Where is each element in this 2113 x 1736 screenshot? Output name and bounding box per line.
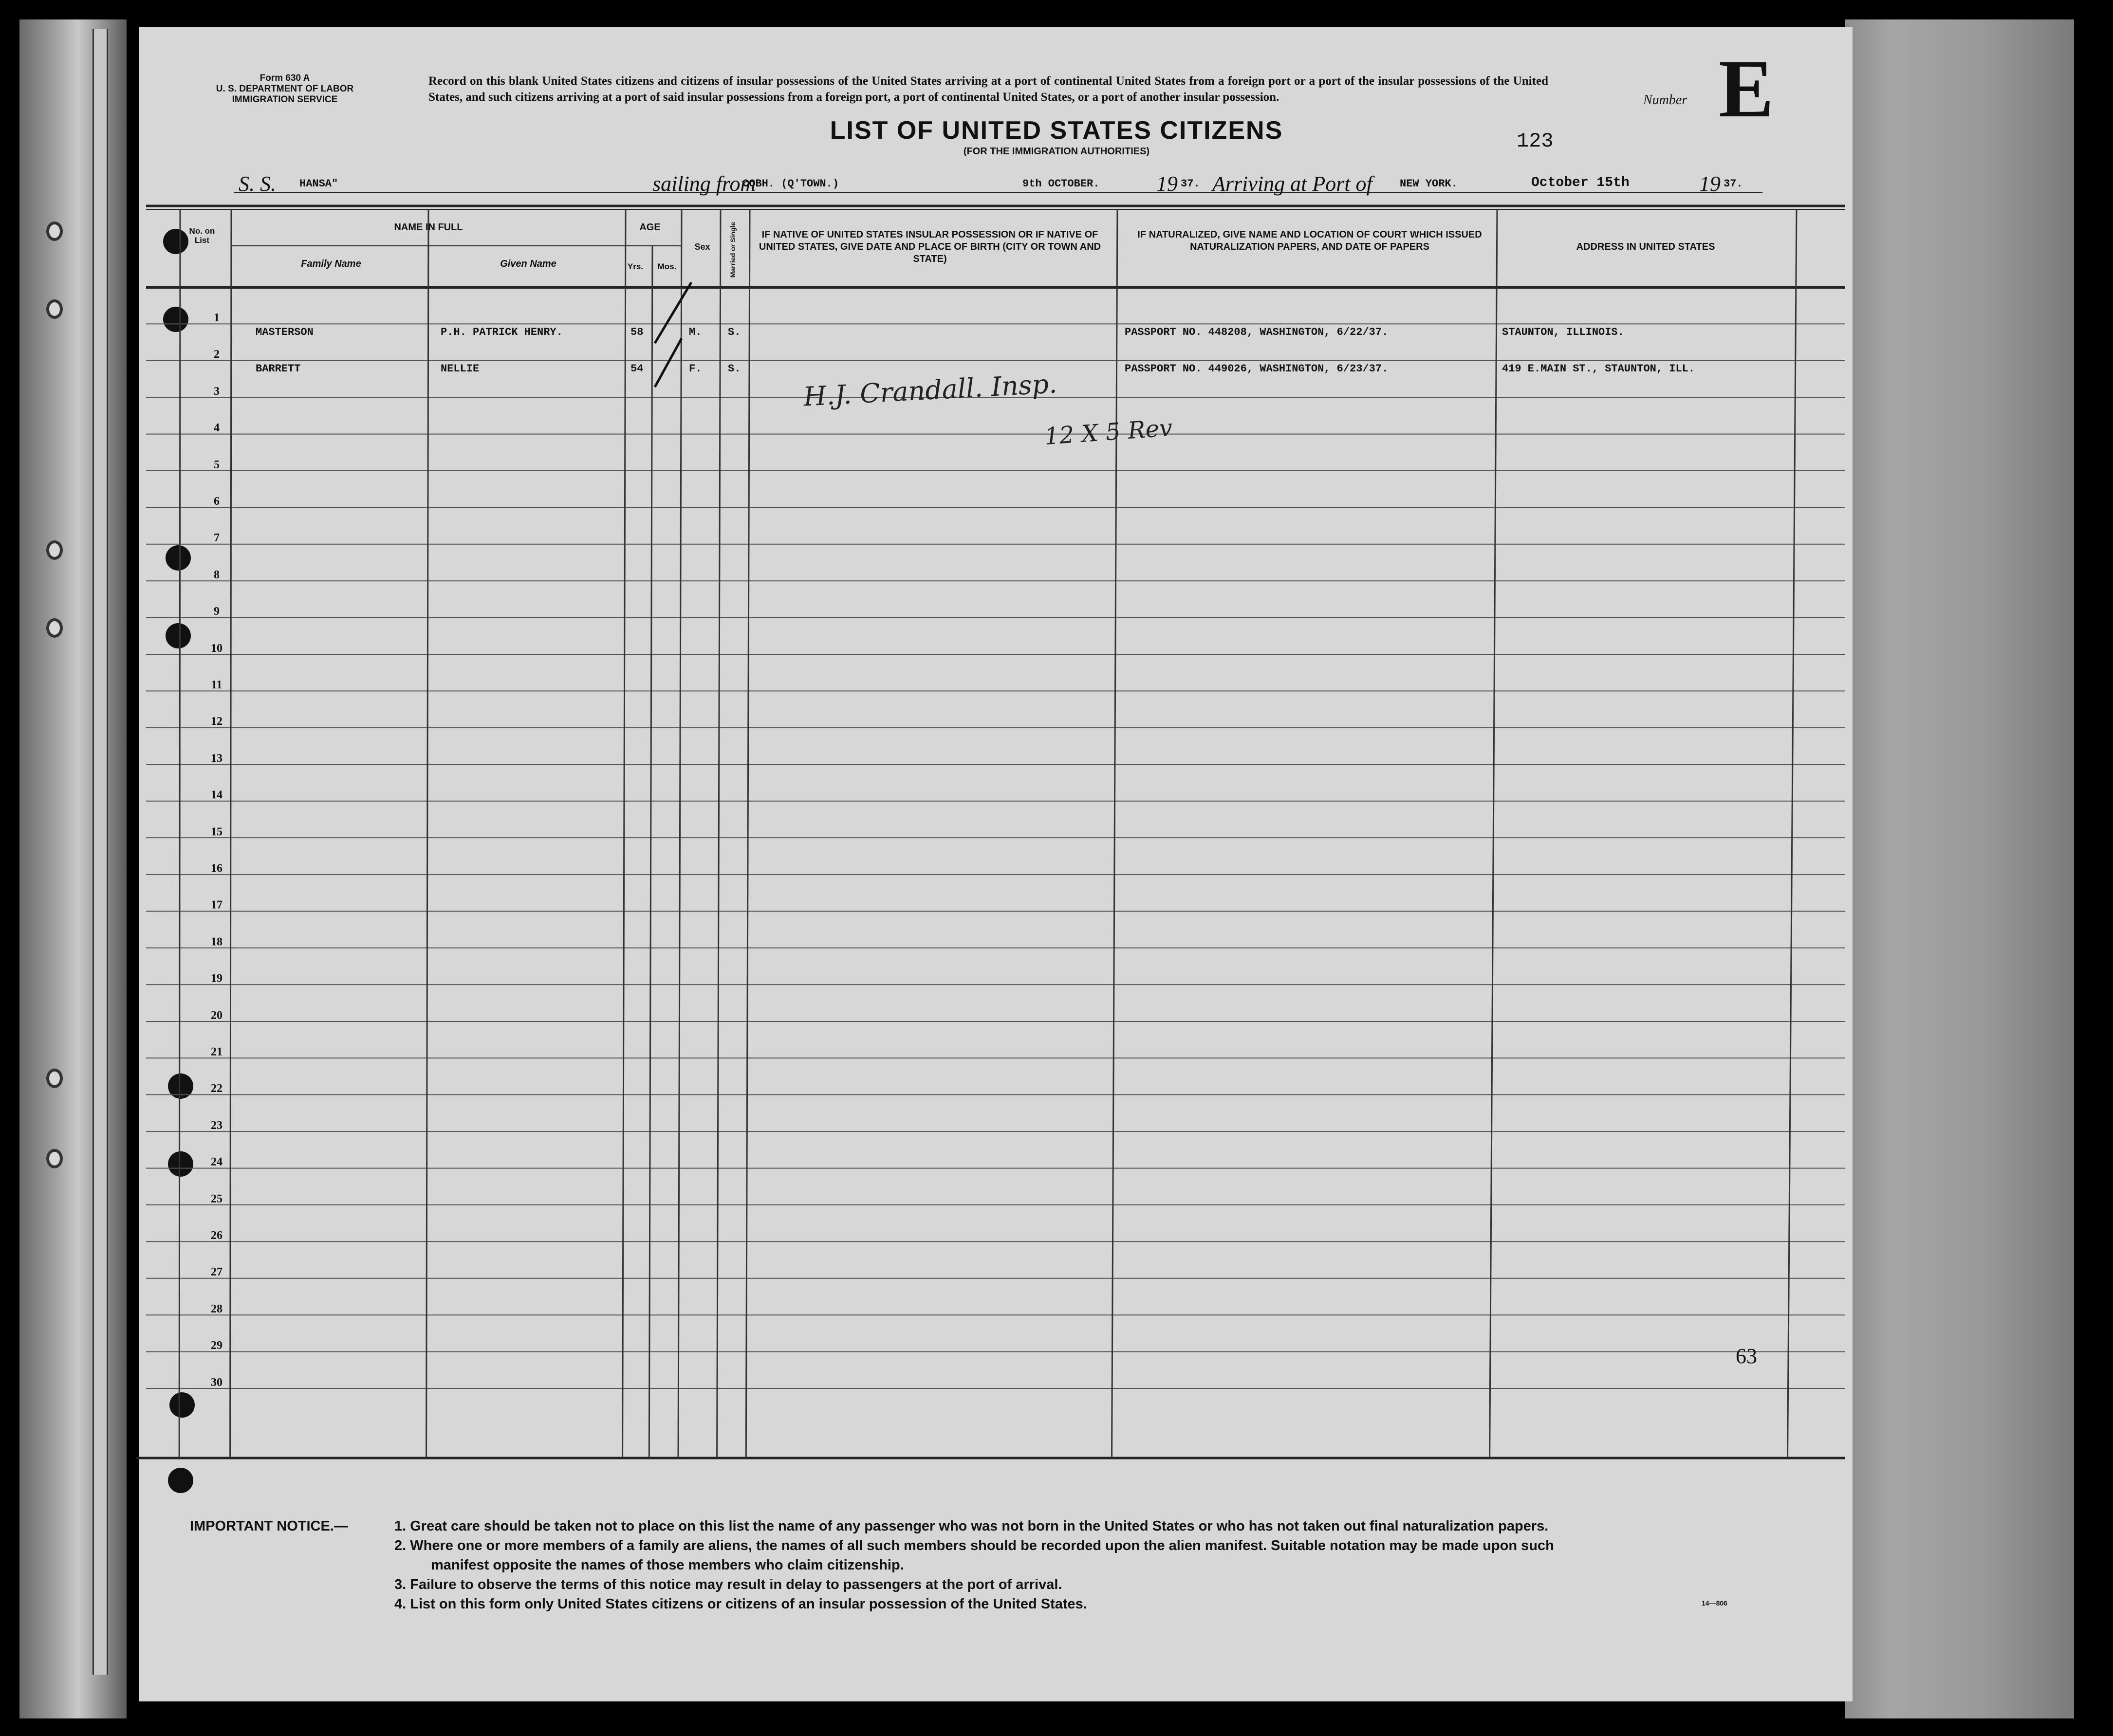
notice-heading: IMPORTANT NOTICE.— [190, 1518, 348, 1534]
header-family-name: Family Name [301, 259, 361, 269]
passenger-family-name: BARRETT [256, 363, 301, 375]
notice-item-4: 4. List on this form only United States citizens or citizens of an insular possession of the United States. [394, 1596, 1087, 1612]
row-number: 1 [214, 312, 220, 324]
row-number: 3 [214, 385, 220, 398]
header-no-on-list: No. on List [189, 226, 215, 245]
passenger-given-name: P.H. PATRICK HENRY. [441, 326, 563, 338]
header-age: AGE [639, 222, 661, 233]
row-number: 22 [211, 1082, 222, 1095]
row-number: 13 [211, 752, 222, 765]
row-number: 7 [214, 532, 220, 545]
passenger-marital-status: S. [728, 326, 741, 338]
arriving-label: Arriving at Port of [1212, 172, 1372, 196]
record-instructions: Record on this blank United States citizens and citizens of insular possessions of the United States arriving at a port of continental United States from a foreign port or a port of the insular possessions of the United States, and such citizens arriving at a port of said insular possessions from a foreign port, a port of continental United States, or a port of another insular possession. [428, 74, 1548, 104]
year-2: 37. [1724, 178, 1743, 190]
notice-item-2: 2. Where one or more members of a family are aliens, the names of all such members should be recorded upon the alien manifest. Suitable notation may be made upon such [394, 1538, 1554, 1553]
passenger-family-name: MASTERSON [256, 326, 314, 338]
row-number: 28 [211, 1302, 222, 1315]
header-given-name: Given Name [500, 259, 556, 269]
department: U. S. DEPARTMENT OF LABOR [216, 84, 354, 94]
page-title: LIST OF UNITED STATES CITIZENS [830, 116, 1283, 145]
number-value: E [1719, 43, 1774, 134]
ship-name: HANSA" [299, 178, 338, 190]
header-sex: Sex [694, 242, 710, 252]
inspector-signature: H.J. Crandall. Insp. [802, 368, 1058, 412]
date-from: 9th OCTOBER. [1022, 178, 1100, 190]
page-number: 63 [1736, 1344, 1757, 1368]
year-1: 37. [1181, 178, 1200, 190]
port-to: NEW YORK. [1400, 178, 1458, 190]
row-number: 18 [211, 935, 222, 948]
passenger-given-name: NELLIE [441, 363, 480, 375]
row-number: 20 [211, 1009, 222, 1022]
year-prefix-2: 19 [1699, 172, 1721, 196]
row-number: 6 [214, 495, 220, 508]
passenger-sex: M. [689, 326, 702, 338]
row-number: 15 [211, 825, 222, 838]
row-number: 14 [211, 789, 222, 802]
row-number: 16 [211, 862, 222, 875]
form-number: Form 630 A [259, 73, 310, 83]
row-number: 25 [211, 1192, 222, 1205]
passenger-address: STAUNTON, ILLINOIS. [1502, 326, 1624, 338]
row-number: 4 [214, 422, 220, 435]
passenger-naturalization: PASSPORT NO. 449026, WASHINGTON, 6/23/37. [1125, 363, 1389, 375]
year-prefix-1: 19 [1156, 172, 1178, 196]
header-name-in-full: NAME IN FULL [394, 222, 463, 233]
ss-label: S. S. [239, 172, 276, 196]
sailing-from-label: sailing from [652, 172, 756, 196]
notice-item-1: 1. Great care should be taken not to place on this list the name of any passenger who was not born in the United States or who has not taken out final naturalization papers. [394, 1518, 1549, 1534]
row-number: 12 [211, 715, 222, 728]
date-to: October 15th [1531, 175, 1630, 190]
service: IMMIGRATION SERVICE [232, 94, 338, 105]
row-number: 9 [214, 605, 220, 618]
passenger-sex: F. [689, 363, 702, 375]
row-number: 24 [211, 1156, 222, 1169]
header-address: ADDRESS IN UNITED STATES [1576, 241, 1715, 252]
row-number: 29 [211, 1339, 222, 1352]
header-married-single: Married or Single [729, 222, 737, 278]
row-number: 10 [211, 642, 222, 655]
row-number: 17 [211, 899, 222, 912]
row-number: 30 [211, 1376, 222, 1389]
row-number: 11 [211, 679, 222, 691]
passenger-age-years: 58 [630, 326, 644, 338]
row-number: 5 [214, 458, 220, 471]
row-number: 19 [211, 972, 222, 985]
passenger-address: 419 E.MAIN ST., STAUNTON, ILL. [1502, 363, 1695, 375]
inspector-date: 12 X 5 Rev [1043, 414, 1173, 451]
header-native: IF NATIVE OF UNITED STATES INSULAR POSSESSION OR IF NATIVE OF UNITED STATES, GIVE DATE AND PLACE OF BIRTH (CITY OR TOWN AND STATE) [759, 229, 1101, 264]
row-number: 26 [211, 1229, 222, 1242]
row-number: 27 [211, 1266, 222, 1279]
header-mos: Mos. [657, 262, 677, 271]
notice-item-3: 3. Failure to observe the terms of this notice may result in delay to passengers at the port of arrival. [394, 1577, 1062, 1592]
passenger-age-years: 54 [630, 363, 644, 375]
tally-mark [655, 338, 682, 387]
header-naturalized: IF NATURALIZED, GIVE NAME AND LOCATION OF COURT WHICH ISSUED NATURALIZATION PAPERS, AND DATE OF PAPERS [1137, 229, 1482, 252]
row-number: 8 [214, 568, 220, 581]
header-yrs: Yrs. [627, 262, 644, 271]
row-number: 2 [214, 348, 220, 361]
number-label: Number [1643, 92, 1687, 108]
passenger-naturalization: PASSPORT NO. 448208, WASHINGTON, 6/22/37. [1125, 326, 1389, 338]
row-number: 23 [211, 1119, 222, 1132]
passenger-marital-status: S. [728, 363, 741, 375]
stamp-number: 123 [1517, 129, 1554, 153]
row-number: 21 [211, 1046, 222, 1058]
tally-mark [655, 282, 691, 343]
page-subtitle: (FOR THE IMMIGRATION AUTHORITIES) [963, 146, 1150, 157]
footer-code: 14—806 [1702, 1599, 1727, 1607]
port-from: COBH. (Q'TOWN.) [742, 178, 839, 190]
notice-item-2-cont: manifest opposite the names of those members who claim citizenship. [431, 1557, 904, 1573]
